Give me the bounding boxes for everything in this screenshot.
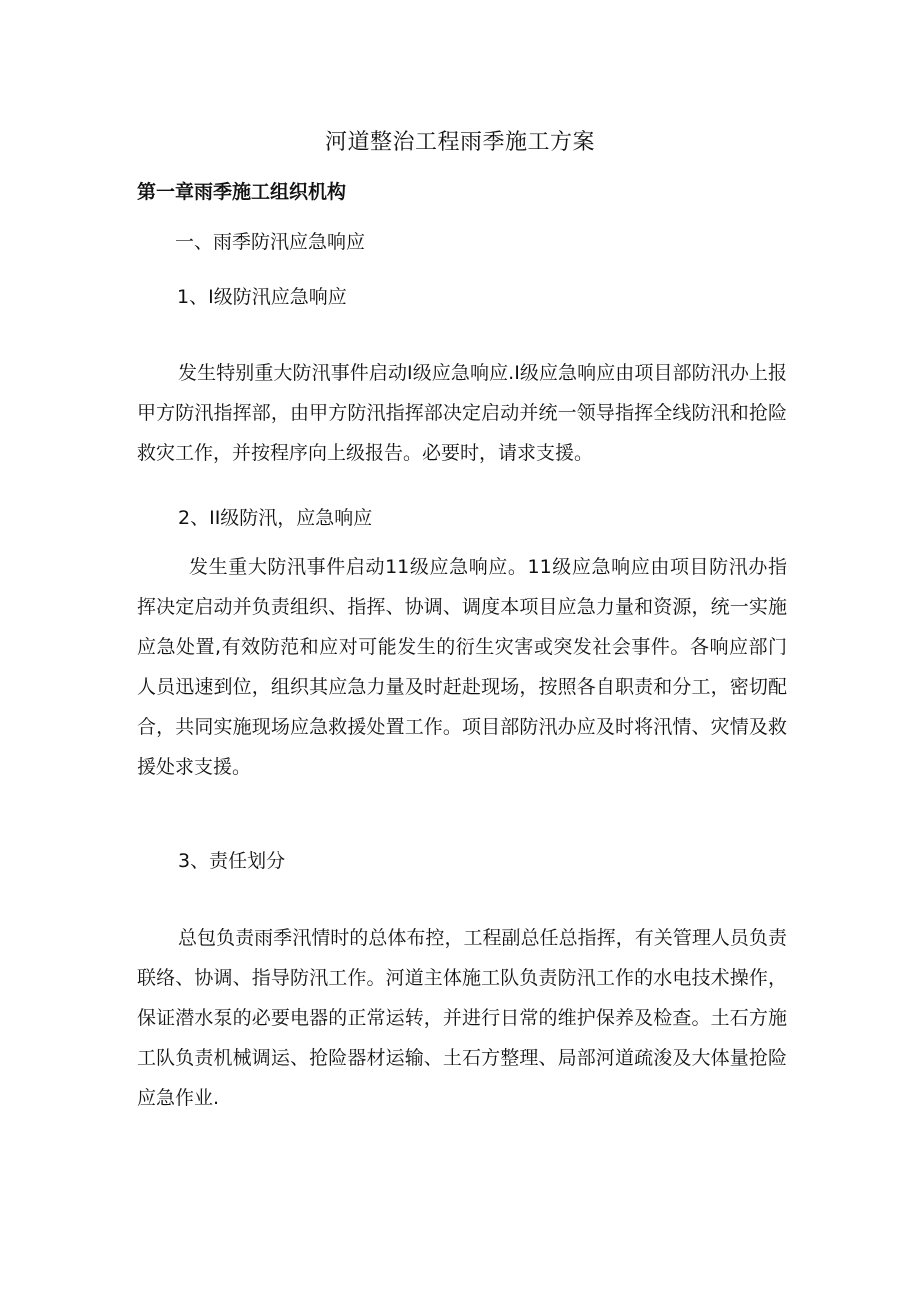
subheading-level-1-response: 1、I级防汛应急响应 (177, 286, 347, 308)
chapter-heading: 第一章雨季施工组织机构 (137, 181, 347, 203)
paragraph-level-2-response: 发生重大防汛事件启动11级应急响应。11级应急响应由项目防汛办指挥决定启动并负责组织、指挥、协调、调度本项目应急力量和资源，统一实施应急处置,有效防范和应对可能发生的衍生灾害或突发社会事件。各响应部门人员迅速到位，组织其应急力量及时赶赴现场，按照各自职责和分工，密切配合，共同实施现场应急救援处置工作。项目部防汛办应及时将汛情、灾情及救援处求支援。 (137, 556, 787, 778)
section-heading-emergency-response: 一、雨季防汛应急响应 (175, 231, 366, 253)
subheading-responsibility: 3、责任划分 (178, 850, 286, 872)
paragraph-level-1-response: 发生特别重大防汛事件启动I级应急响应.I级应急响应由项目部防汛办上报甲方防汛指挥部，由甲方防汛指挥部决定启动并统一领导指挥全线防汛和抢险救灾工作，并按程序向上级报告。必要时，请求支援。 (137, 362, 787, 464)
paragraph-responsibility: 总包负责雨季汛情时的总体布控，工程副总任总指挥，有关管理人员负责联络、协调、指导防汛工作。河道主体施工队负责防汛工作的水电技术操作，保证潜水泵的必要电器的正常运转，并进行日常的维护保养及检查。土石方施工队负责机械调运、抢险器材运输、土石方整理、局部河道疏浚及大体量抢险应急作业. (137, 927, 787, 1109)
subheading-level-2-response: 2、II级防汛，应急响应 (178, 507, 373, 529)
document-title: 河道整治工程雨季施工方案 (324, 130, 595, 155)
